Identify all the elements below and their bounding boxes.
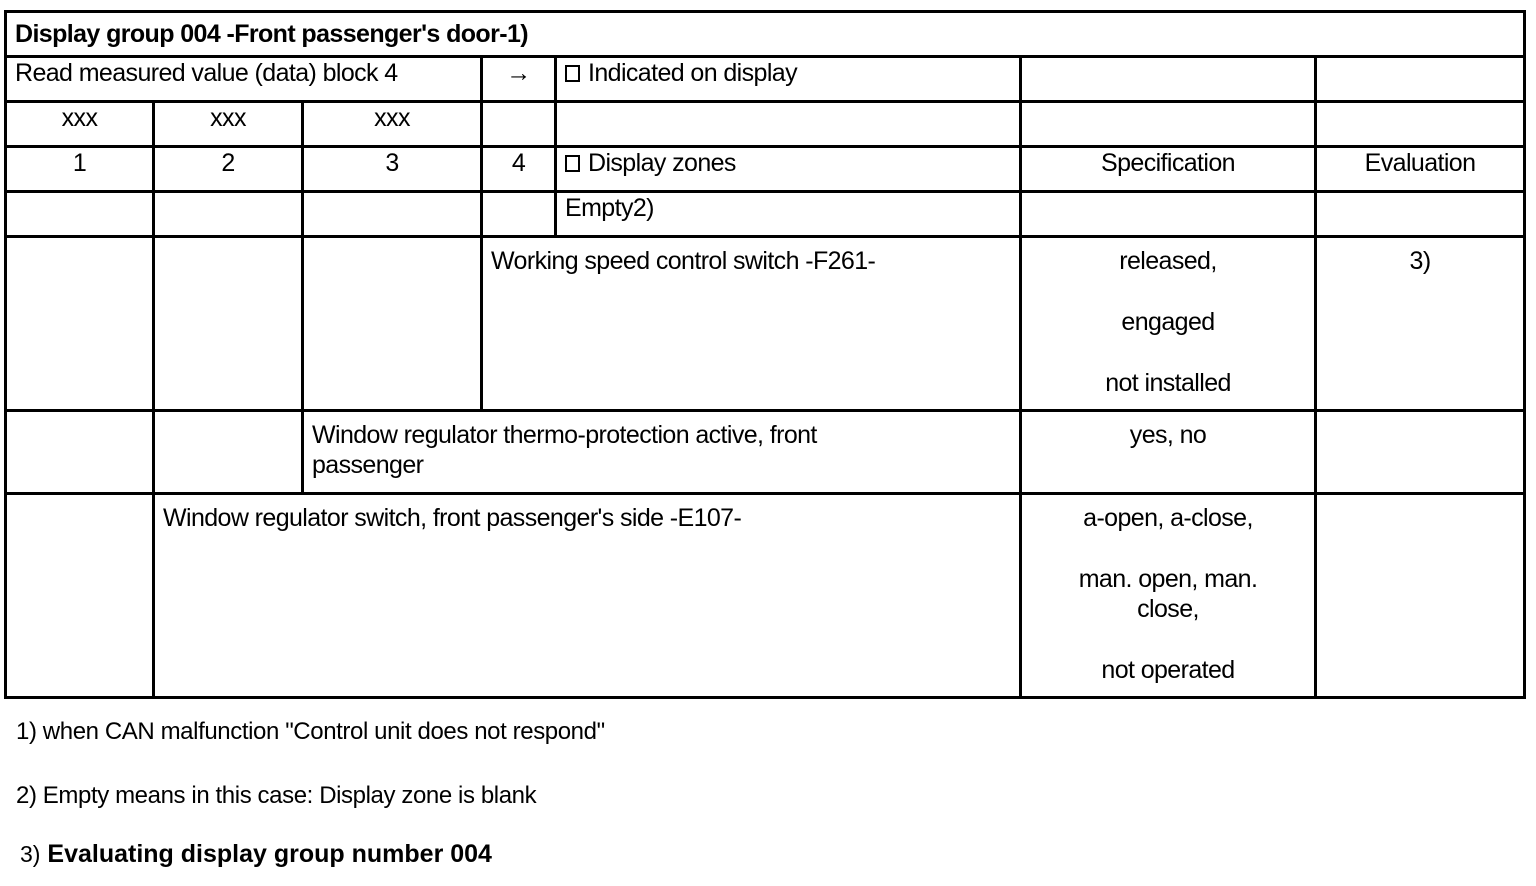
empty-cell (1021, 102, 1316, 147)
empty-cell (1316, 57, 1525, 102)
empty-cell (1021, 57, 1316, 102)
evaluation-cell (1316, 411, 1525, 494)
xxx-cell-2: xxx (154, 102, 303, 147)
empty-cell (482, 102, 556, 147)
footnote-3-label: 3) (20, 841, 41, 867)
column-number-4: 4 (482, 147, 556, 192)
read-block-label: Read measured value (data) block 4 (6, 57, 482, 102)
empty-cell (482, 192, 556, 237)
xxx-cell-3: xxx (303, 102, 482, 147)
footnote-1: 1) when CAN malfunction "Control unit does not respond" (16, 718, 605, 745)
row-label: Window regulator thermo-protection active, front passenger (303, 411, 1021, 494)
specification-cell (1021, 237, 1316, 411)
indicated-on-display-label: Indicated on display (588, 59, 797, 87)
checkbox-square-icon (565, 65, 580, 82)
column-number-2: 2 (154, 147, 303, 192)
spec-value: man. open, man. close, (1078, 565, 1258, 623)
evaluation-cell (1316, 494, 1525, 698)
empty-zone-label: Empty2) (556, 192, 1021, 237)
checkbox-square-icon (565, 155, 580, 172)
table-row (6, 494, 1525, 698)
row-label: Working speed control switch -F261- (482, 237, 1021, 411)
empty-cell (556, 102, 1021, 147)
empty-cell (1021, 192, 1316, 237)
empty-cell (303, 237, 482, 411)
evaluation-header: Evaluation (1316, 147, 1525, 192)
footnote-2: 2) Empty means in this case: Display zone is blank (16, 782, 537, 809)
empty-cell (154, 192, 303, 237)
table-row (6, 237, 1525, 411)
evaluation-cell: 3) (1316, 237, 1525, 411)
footnote-3 (20, 840, 492, 869)
specification-cell (1021, 494, 1316, 698)
row-label: Window regulator switch, front passenger's side -E107- (154, 494, 1021, 698)
spec-value: engaged (1121, 308, 1215, 336)
empty-cell (1316, 192, 1525, 237)
xxx-cell-1: xxx (6, 102, 154, 147)
table-title: Display group 004 -Front passenger's door-1) (6, 12, 1525, 57)
empty-cell (6, 411, 154, 494)
spec-value: not operated (1101, 656, 1235, 684)
table-row (6, 411, 1525, 494)
empty-cell (6, 192, 154, 237)
empty-cell (154, 237, 303, 411)
spec-value: released, (1119, 247, 1217, 275)
indicated-on-display-cell (556, 57, 1021, 102)
specification-cell (1021, 411, 1316, 494)
empty-cell (154, 411, 303, 494)
display-group-table (4, 10, 1526, 699)
empty-cell (1316, 102, 1525, 147)
empty-cell (303, 192, 482, 237)
spec-value: a-open, a-close, (1083, 504, 1253, 532)
footnote-3-text: Evaluating display group number 004 (47, 840, 492, 868)
column-number-3: 3 (303, 147, 482, 192)
empty-cell (6, 494, 154, 698)
arrow-icon: → (482, 57, 556, 102)
column-number-1: 1 (6, 147, 154, 192)
empty-cell (6, 237, 154, 411)
display-zones-label: Display zones (588, 149, 736, 177)
display-zones-cell (556, 147, 1021, 192)
spec-value: not installed (1105, 369, 1231, 397)
spec-value: yes, no (1129, 421, 1207, 449)
specification-header: Specification (1021, 147, 1316, 192)
